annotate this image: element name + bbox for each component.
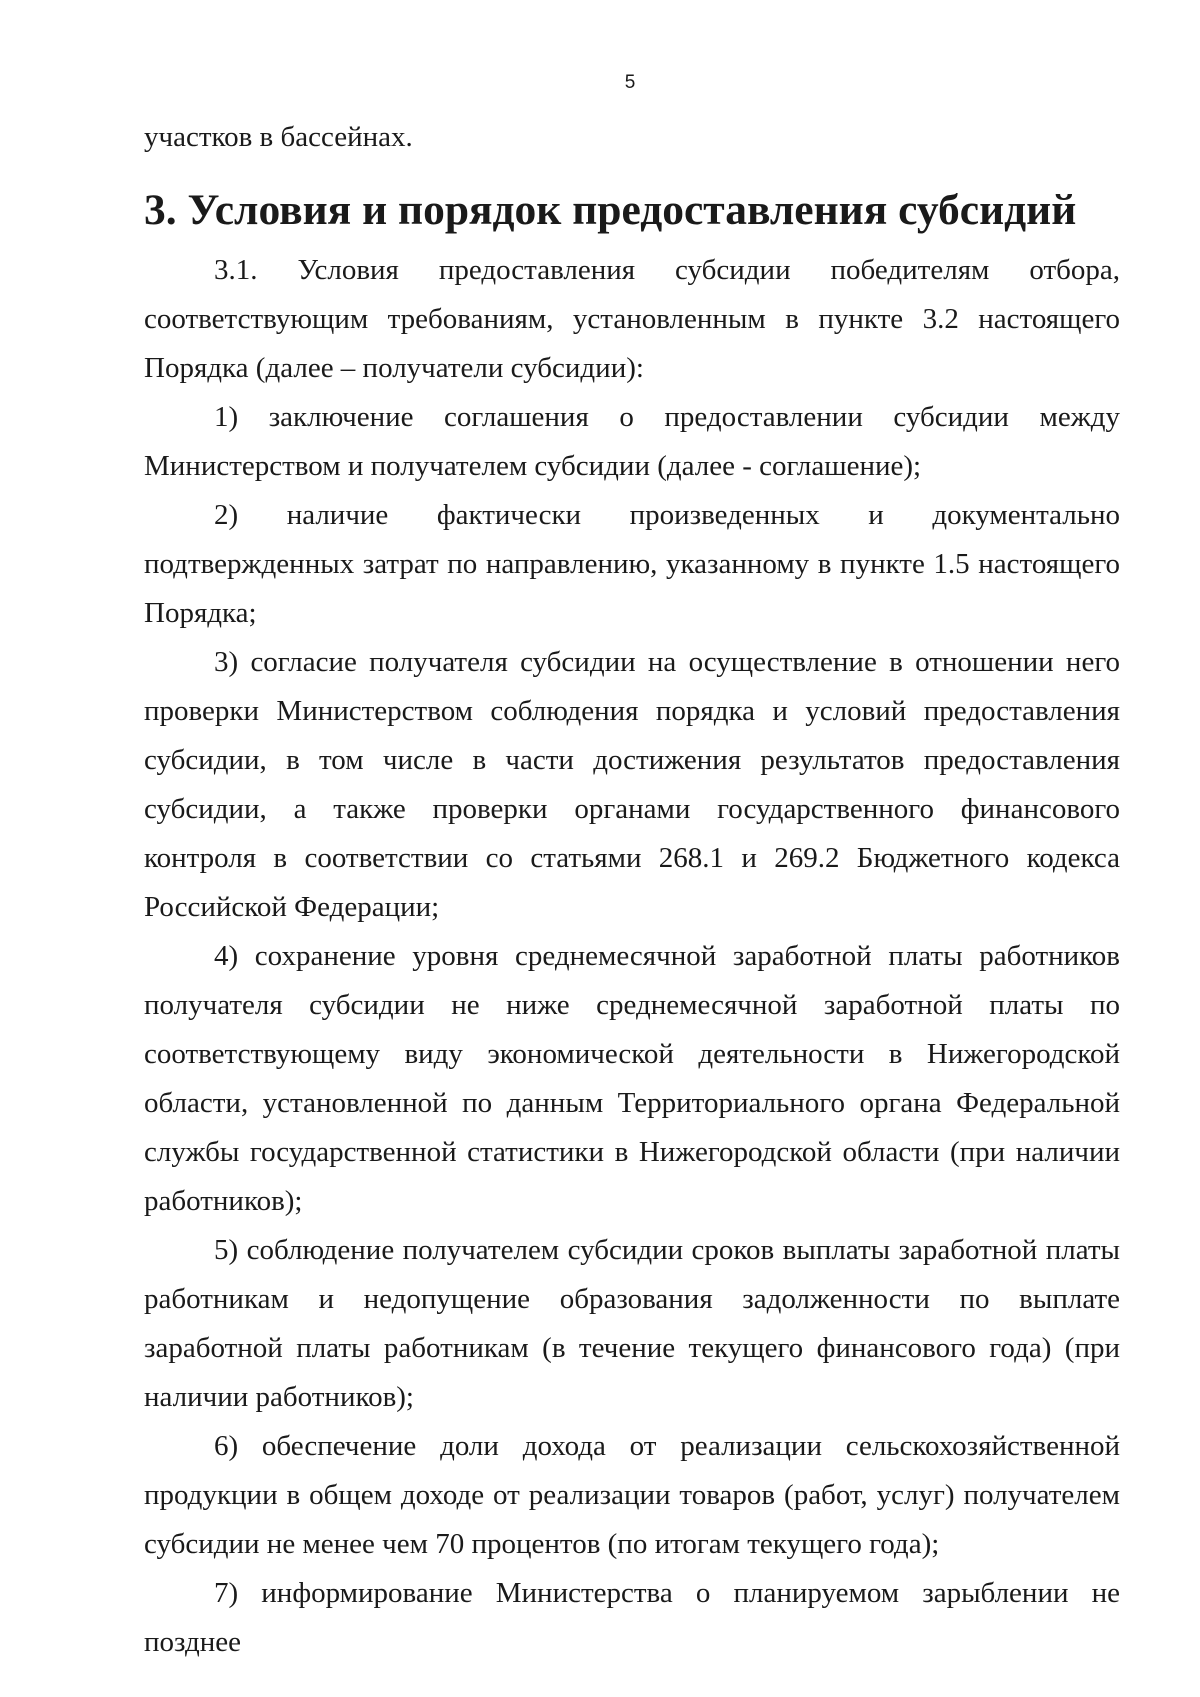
section-title: 3. Условия и порядок предоставления субсидий xyxy=(144,186,1077,234)
list-item-5: 5) соблюдение получателем субсидии сроков выплаты заработной платы работникам и недопущение образования задолженности по выплате заработной платы работникам (в течение текущего финансового года) (при наличии работников); xyxy=(144,1234,1120,1413)
list-item-6: 6) обеспечение доли дохода от реализации сельскохозяйственной продукции в общем доходе от реализации товаров (работ, услуг) получателем субсидии не менее чем 70 процентов (по итогам текущего года); xyxy=(144,1430,1120,1560)
list-item-3: 3) согласие получателя субсидии на осуществление в отношении него проверки Министерством соблюдения порядка и условий предоставления субсидии, в том числе в части достижения результатов предоставления субсидии, а также проверки органами государственного финансового контроля в соответствии со статьями 268.1 и 269.2 Бюджетного кодекса Российской Федерации; xyxy=(144,646,1120,923)
list-item-4: 4) сохранение уровня среднемесячной заработной платы работников получателя субсидии не ниже среднемесячной заработной платы по соответствующему виду экономической деятельности в Нижегородской области, установленной по данным Территориального органа Федеральной службы государственной статистики в Нижегородской области (при наличии работников); xyxy=(144,940,1120,1217)
page-number: 5 xyxy=(624,72,636,93)
list-item-7: 7) информирование Министерства о планируемом зарыблении не позднее xyxy=(144,1577,1120,1658)
document-body xyxy=(144,113,1120,1667)
list-item-1: 1) заключение соглашения о предоставлении субсидии между Министерством и получателем субсидии (далее - соглашение); xyxy=(144,401,1120,482)
list-item-2: 2) наличие фактически произведенных и документально подтвержденных затрат по направлению, указанному в пункте 1.5 настоящего Порядка; xyxy=(144,499,1120,629)
paragraph-3-1: 3.1. Условия предоставления субсидии победителям отбора, соответствующим требованиям, установленным в пункте 3.2 настоящего Порядка (далее – получатели субсидии): xyxy=(144,254,1120,384)
continuation-text: участков в бассейнах. xyxy=(144,121,413,153)
